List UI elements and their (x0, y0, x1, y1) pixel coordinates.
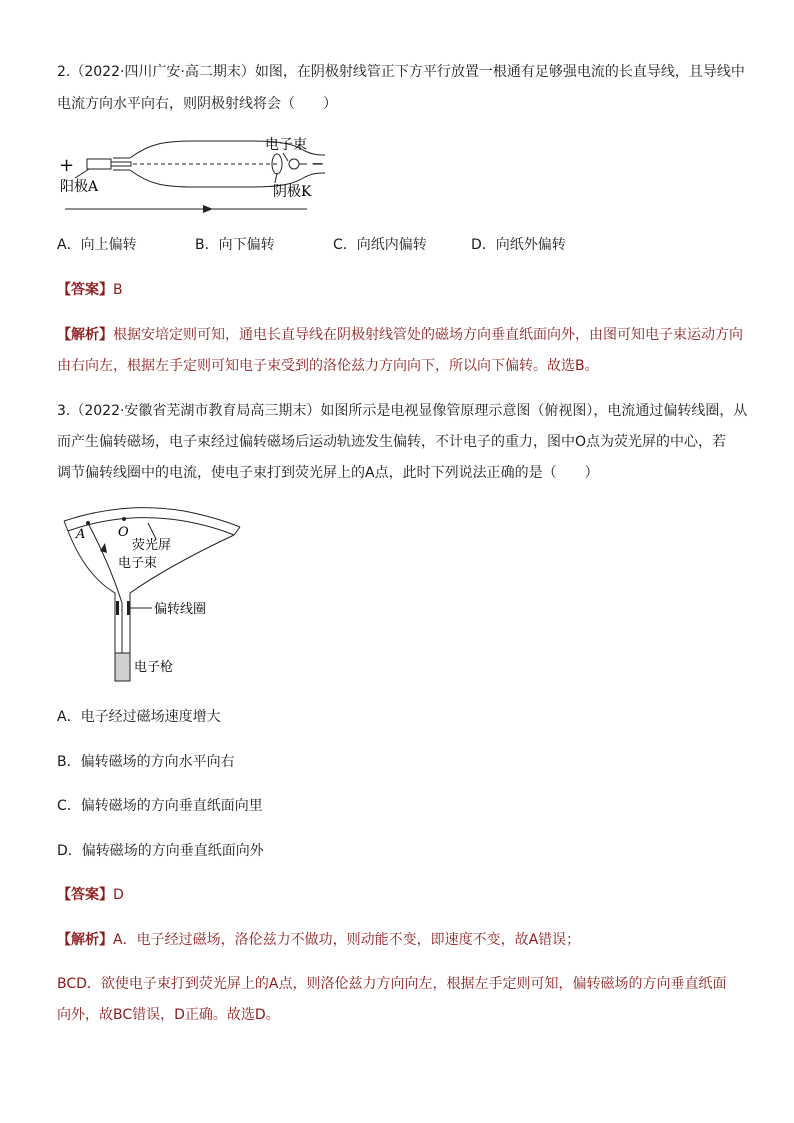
q2-option-b: B．向下偏转 (195, 237, 275, 253)
q3-analysis-line2: BCD．欲使电子束打到荧光屏上的A点，则洛伦兹力方向向左，根据左手定则可知，偏转磁场的方向垂直纸面 (57, 976, 727, 992)
cathode-leader (275, 173, 277, 183)
q2-answer (57, 281, 123, 299)
beam-leader (283, 153, 288, 161)
coil-left (116, 601, 119, 615)
q2-option-d: D．向纸外偏转 (471, 237, 566, 253)
current-direction-arrow (203, 205, 213, 213)
gun-label: 电子枪 (134, 660, 174, 675)
screen-leader (148, 523, 156, 539)
q3-answer (57, 886, 124, 904)
cathode-label: 阴极K (273, 184, 312, 200)
screen-right-edge (234, 527, 240, 535)
q2-analysis-line2: 由右向左，根据左手定则可知电子束受到的洛伦兹力方向向下，所以向下偏转。故选B。 (57, 358, 599, 374)
q2-analysis-tag: 【解析】 (57, 327, 113, 343)
q3-analysis-text1: A．电子经过磁场，洛伦兹力不做功，则动能不变，即速度不变，故A错误； (113, 932, 581, 948)
beam-label: 电子束 (265, 137, 307, 153)
q3-option-c: C．偏转磁场的方向垂直纸面向里 (57, 798, 263, 814)
minus-sign: − (311, 154, 325, 173)
screen-label: 荧光屏 (132, 538, 172, 553)
beam-arrow (100, 543, 107, 553)
q2-answer-tag: 【答案】 (57, 282, 113, 298)
q3-stem-line1: 3.（2022·安徽省芜湖市教育局高三期末）如图所示是电视显像管原理示意图（俯视图），电流通过偏转线圈，从 (57, 403, 748, 419)
coil-right (127, 601, 130, 615)
point-o-label: O (118, 525, 129, 540)
q3-answer-value: D (113, 887, 124, 903)
beam-label-3: 电子束 (118, 556, 158, 571)
coil-label: 偏转线圈 (154, 602, 207, 617)
electron-gun (115, 653, 130, 681)
q3-analysis-line3: 向外，故BC错误，D正确。故选D。 (57, 1007, 280, 1023)
q2-analysis-line1 (57, 326, 743, 344)
tv-tube-figure (60, 505, 240, 685)
q2-analysis-text1: 根据安培定则可知，通电长直导线在阴极射线管处的磁场方向垂直纸面向外，由图可知电子束运动方向 (113, 327, 743, 343)
point-o-dot (122, 517, 126, 521)
q2-stem-line1: 2.（2022·四川广安·高二期末）如图，在阴极射线管正下方平行放置一根通有足够强电流的长直导线，且导线中 (57, 64, 745, 80)
q2-option-c: C．向纸内偏转 (333, 237, 427, 253)
q3-analysis-line1 (57, 931, 580, 949)
q2-stem-line2: 电流方向水平向右，则阴极射线将会（ ） (57, 96, 337, 112)
q3-stem-line3: 调节偏转线圈中的电流，使电子束打到荧光屏上的A点，此时下列说法正确的是（ ） (57, 465, 599, 481)
anode-leader (75, 169, 89, 178)
cathode-ring (289, 159, 299, 169)
anode-label: 阳极A (60, 179, 99, 195)
anode-electrode (87, 159, 111, 169)
q2-option-a: A．向上偏转 (57, 237, 137, 253)
screen-left-edge (64, 521, 68, 531)
q3-option-d: D．偏转磁场的方向垂直纸面向外 (57, 843, 264, 859)
q3-option-b: B．偏转磁场的方向水平向右 (57, 754, 235, 770)
q3-analysis-tag: 【解析】 (57, 932, 113, 948)
q3-stem-line2: 而产生偏转磁场，电子束经过偏转磁场后运动轨迹发生偏转，不计电子的重力，图中O点为荧光屏的中心，若 (57, 434, 727, 450)
anode-tip (111, 162, 131, 166)
plus-sign: + (59, 155, 75, 176)
q3-answer-tag: 【答案】 (57, 887, 113, 903)
cathode-ray-tube-figure (55, 133, 355, 218)
funnel-left (68, 531, 115, 680)
point-a-label: A (76, 527, 86, 542)
q2-answer-value: B (113, 282, 123, 298)
q3-option-a: A．电子经过磁场速度增大 (57, 709, 221, 725)
